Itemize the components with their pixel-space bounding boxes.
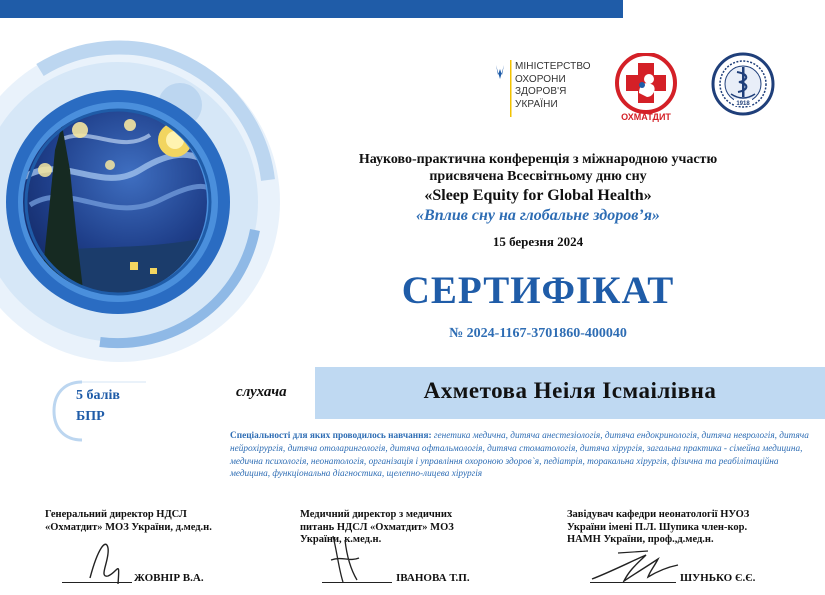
- ministry-line: УКРАЇНИ: [515, 98, 558, 110]
- credit-points: 5 балів: [76, 388, 120, 403]
- certificate-title: СЕРТИФІКАТ: [401, 269, 675, 312]
- signature-3-title-line: Завідувач кафедри неонатології НУОЗ: [567, 509, 750, 520]
- signature-3-line: [590, 582, 676, 583]
- ministry-line: ЗДОРОВ'Я: [515, 86, 567, 97]
- conference-title-en: «Sleep Equity for Global Health»: [424, 187, 652, 204]
- recipient-role: слухача: [236, 384, 287, 400]
- signature-3-title-line: України імені П.Л. Шупика член-кор.: [567, 521, 748, 533]
- specialties-text: [230, 430, 818, 481]
- signature-3-name: ШУНЬКО Є.Є.: [680, 572, 756, 584]
- top-accent-bar: [0, 0, 623, 18]
- conference-line-1: Науково-практична конференція з міжнародною участю: [358, 152, 718, 167]
- university-logo: [711, 52, 775, 116]
- certificate-number: № 2024-1167-3701860-400040: [449, 326, 627, 341]
- recipient-name: Ахметова Неіля Ісмаілівна: [423, 378, 717, 403]
- signature-2-line: [322, 582, 392, 583]
- signature-2-title: [300, 509, 454, 547]
- signature-2-title-line: питань НДСЛ «Охматдит» МОЗ: [300, 521, 454, 533]
- signature-2-handwriting: [325, 530, 365, 585]
- signature-3-title: [567, 509, 749, 547]
- starry-night-decoration: [0, 30, 290, 370]
- university-year: 1918: [736, 101, 750, 107]
- signature-1-title-line: «Охматдит» МОЗ України, д.мед.н.: [45, 521, 212, 533]
- specialties-label: Спеціальності для яких проводилось навчання:: [230, 431, 432, 441]
- signature-2-name: ІВАНОВА Т.П.: [396, 572, 470, 584]
- credit-type: БПР: [76, 409, 105, 424]
- conference-line-2: присвячена Всесвітньому дню сну: [429, 169, 647, 184]
- signature-2-title-line: Медичний директор з медичних: [300, 509, 453, 520]
- specialties-list: генетика медична, дитяча анестезіологія, дитяча ендокринологія, дитяча неврологія, дитяча нейрохірургія, дитяча отоларингологія, дитяча офтальмологія, дитяча стоматологія, дитяча хірургія, загальна практика - сімейна медицина, медична психологія, неонатологія, організація і управління охороною здоров`я, педіатрія, торакальна хірургія, фізична та реабілітаційна медицина, функціональна діагностика, щелепно-лицева хірургія: [230, 431, 809, 480]
- conference-title-ua: «Вплив сну на глобальне здоров’я»: [416, 207, 660, 224]
- signature-1-line: [62, 582, 132, 583]
- signature-2-title-line: України, к.мед.н.: [300, 534, 382, 545]
- signature-1-handwriting: [78, 528, 138, 588]
- signature-3-handwriting: [588, 545, 680, 587]
- signature-1-title-line: Генеральний директор НДСЛ: [45, 509, 187, 520]
- ministry-line: ОХОРОНИ: [515, 73, 566, 85]
- ministry-logo-text: [515, 61, 591, 111]
- signature-3-title-line: НАМН України, проф.,д.мед.н.: [567, 534, 714, 545]
- ministry-line: МІНІСТЕРСТВО: [515, 61, 591, 72]
- signature-1-name: ЖОВНІР В.А.: [134, 572, 204, 584]
- ohmatdyt-logo-text: ОХМАТДИТ: [621, 112, 671, 122]
- conference-date: 15 березня 2024: [492, 234, 584, 249]
